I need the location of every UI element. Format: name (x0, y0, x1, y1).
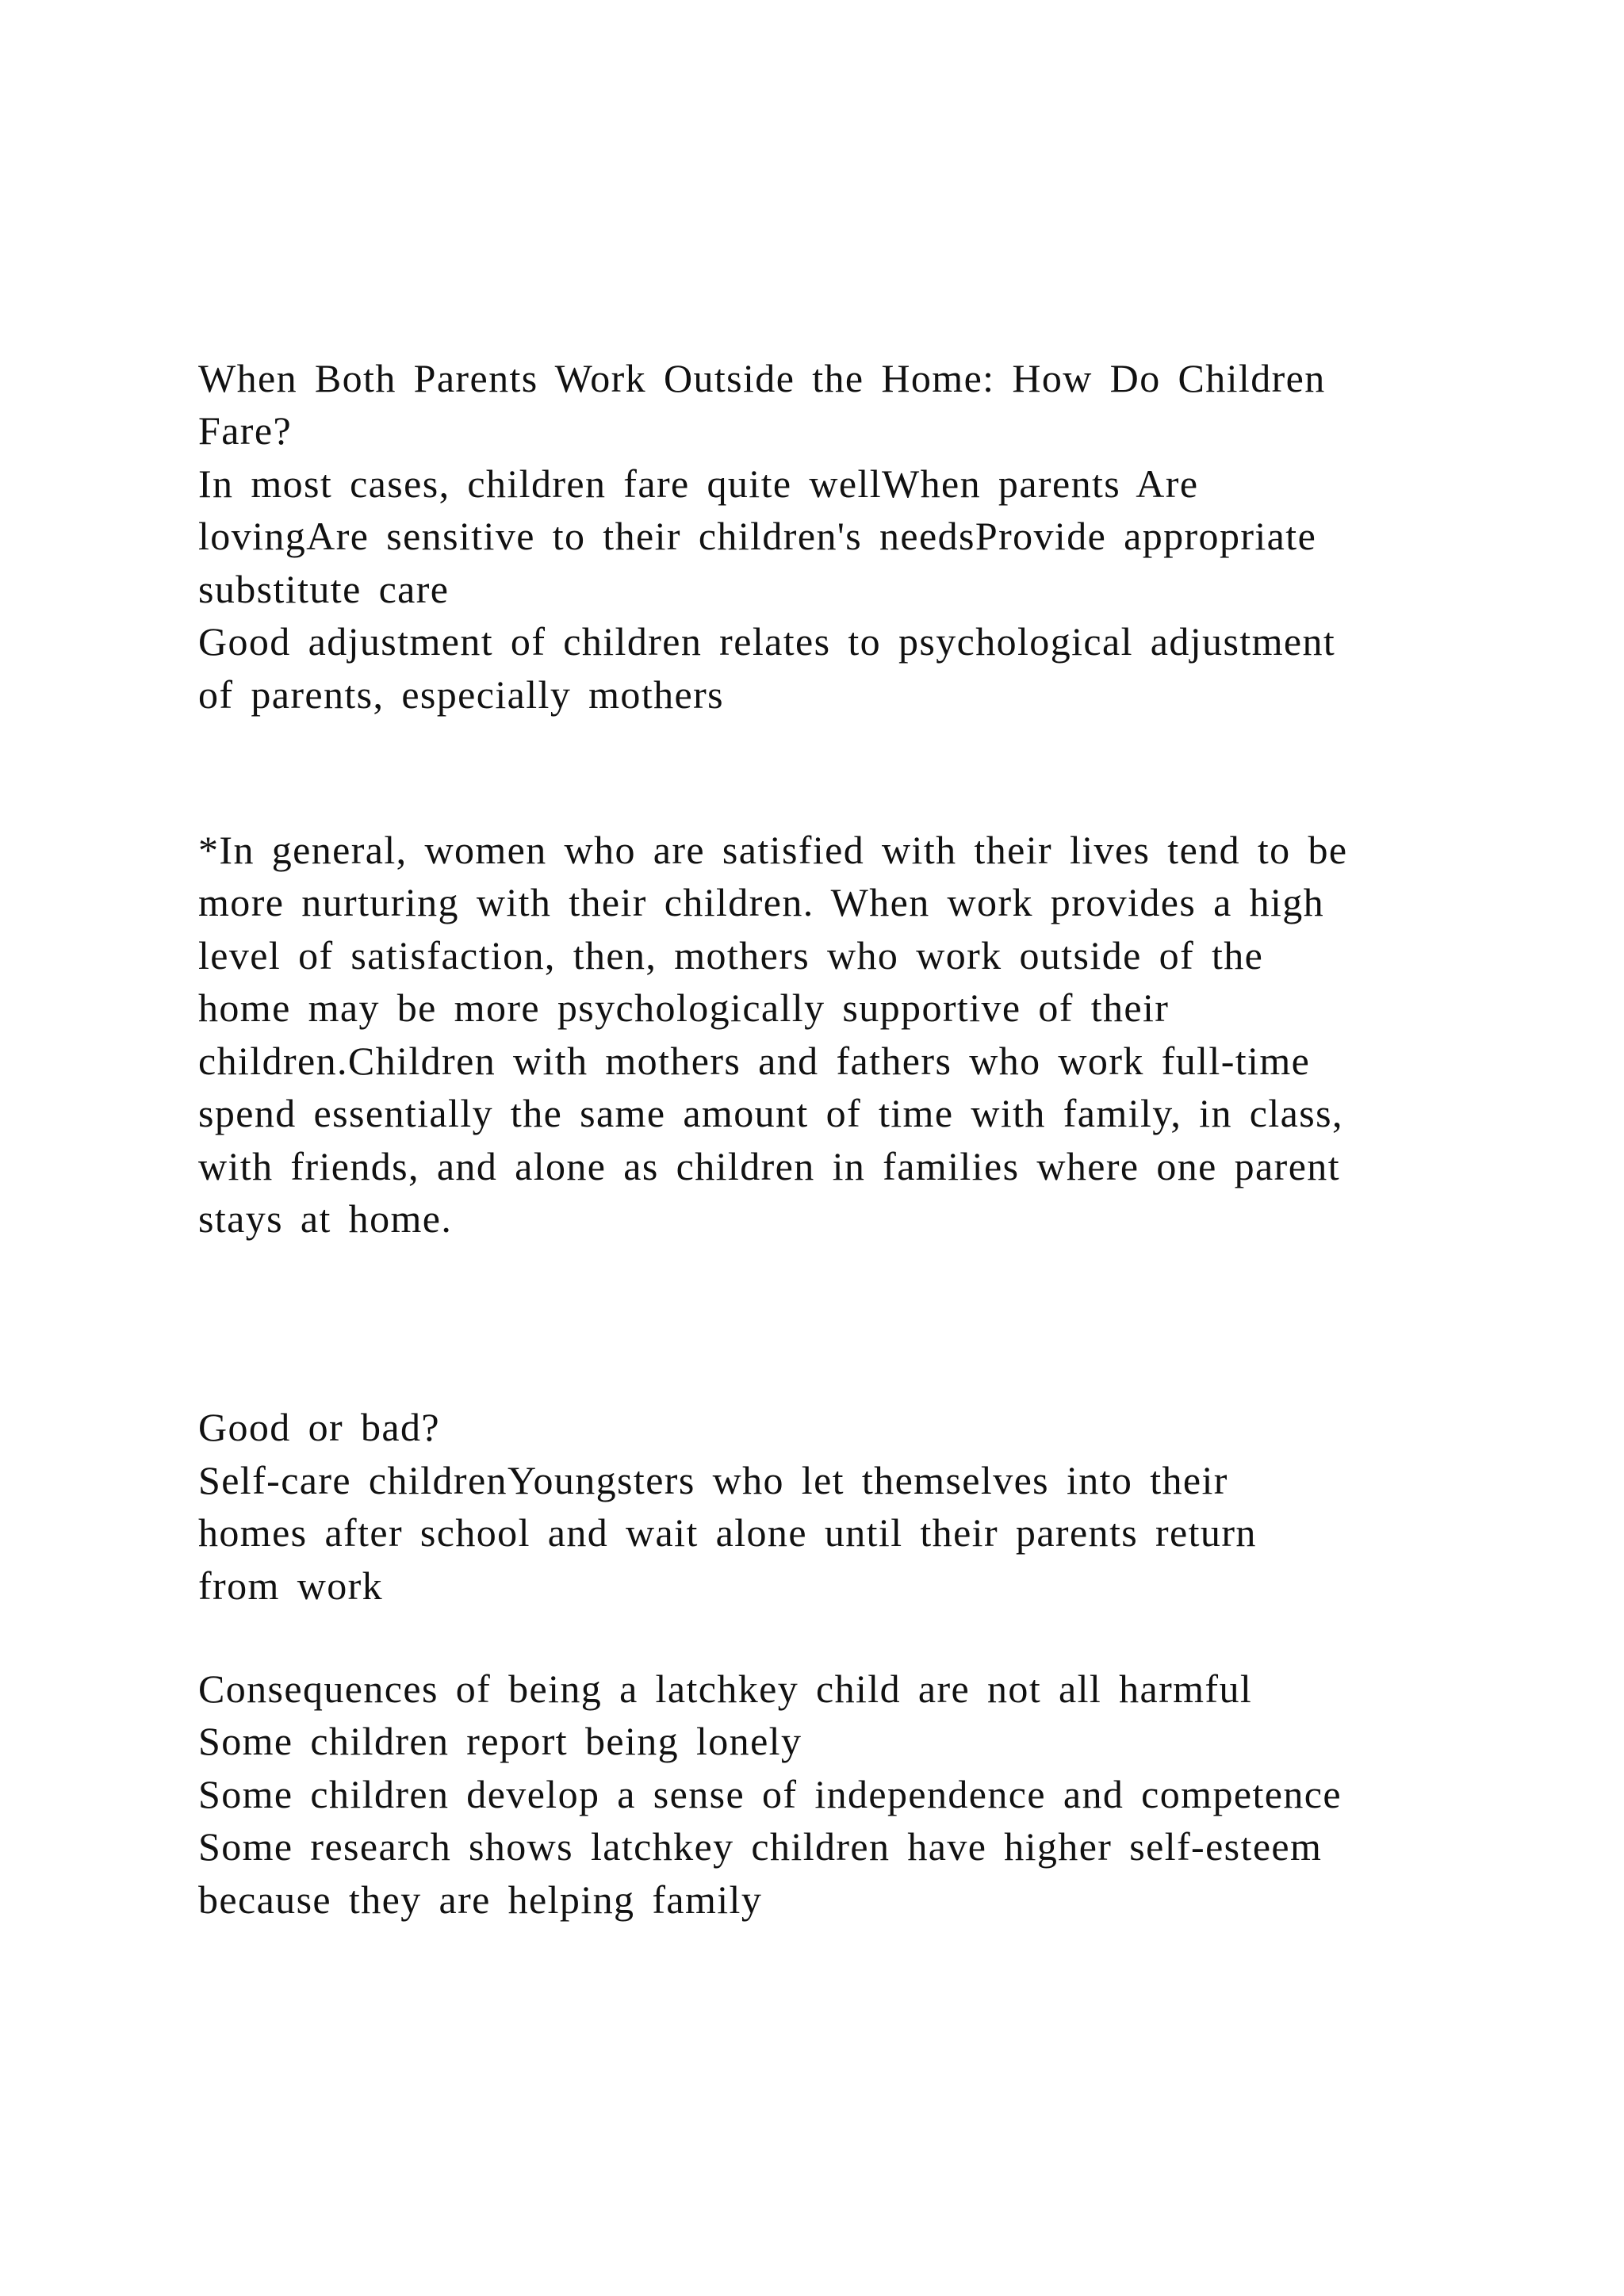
text-line: from work (198, 1563, 384, 1608)
text-line: level of satisfaction, then, mothers who work outside of the (198, 933, 1264, 978)
text-line: Self-care childrenYoungsters who let themselves into their (198, 1458, 1228, 1502)
section-heading: Good or bad? (198, 1405, 440, 1449)
document-title-line: Fare? (198, 408, 293, 453)
text-line: stays at home. (198, 1196, 453, 1241)
text-line: Some children develop a sense of independence and competence (198, 1772, 1342, 1816)
text-line: home may be more psychologically supportive of their (198, 985, 1170, 1030)
text-line: homes after school and wait alone until their parents return (198, 1510, 1257, 1555)
text-line: more nurturing with their children. When work provides a high (198, 880, 1325, 924)
text-line: of parents, especially mothers (198, 672, 725, 717)
document-title-line: When Both Parents Work Outside the Home: How Do Children (198, 356, 1326, 400)
text-line: Some children report being lonely (198, 1719, 802, 1763)
text-line: because they are helping family (198, 1877, 763, 1922)
text-line: Some research shows latchkey children have higher self-esteem (198, 1824, 1323, 1869)
text-line: with friends, and alone as children in families where one parent (198, 1144, 1340, 1188)
text-line: substitute care (198, 567, 450, 611)
text-line: *In general, women who are satisfied with their lives tend to be (198, 828, 1348, 872)
text-line: Consequences of being a latchkey child are not all harmful (198, 1667, 1253, 1711)
text-line: In most cases, children fare quite wellWhen parents Are (198, 461, 1199, 506)
text-line: lovingAre sensitive to their children's needsProvide appropriate (198, 514, 1317, 558)
text-line: Good adjustment of children relates to psychological adjustment (198, 619, 1336, 664)
text-line: children.Children with mothers and fathers who work full-time (198, 1039, 1311, 1083)
text-line: spend essentially the same amount of time with family, in class, (198, 1091, 1343, 1135)
